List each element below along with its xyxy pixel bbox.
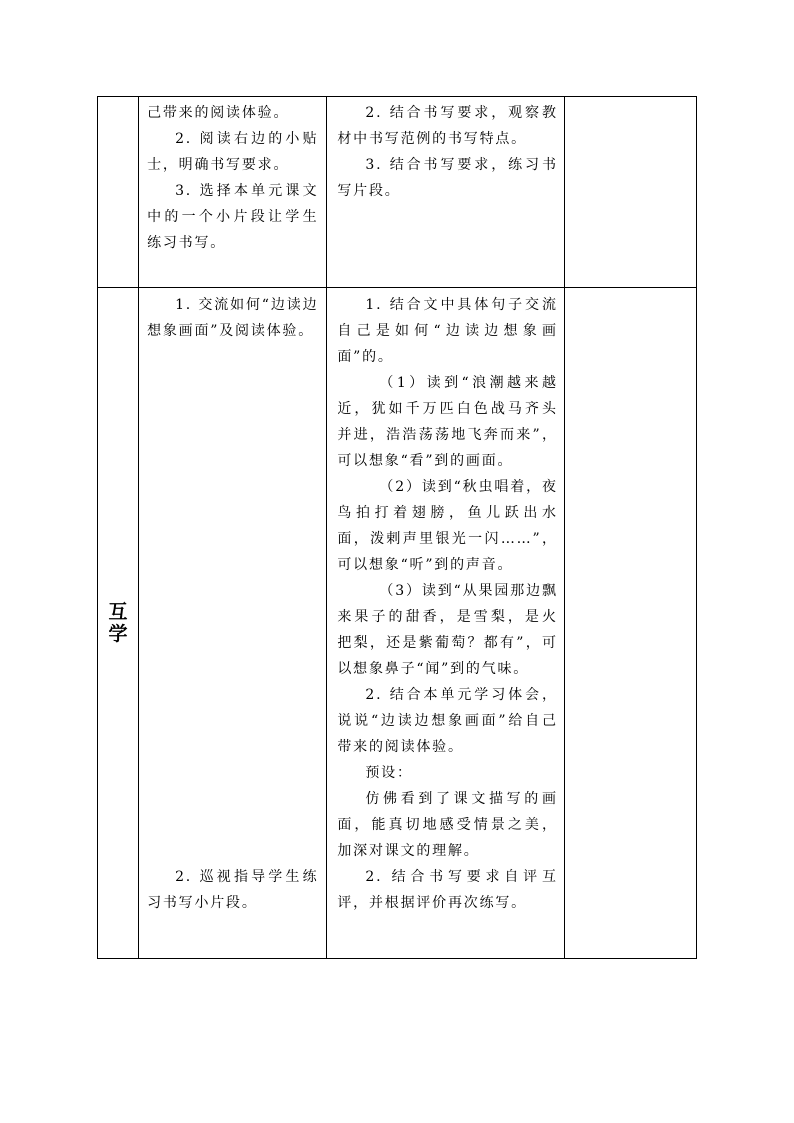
- student-activity-cell: [327, 97, 564, 288]
- teacher-activity-cell: [139, 288, 327, 959]
- teacher-text: 3. 选择本单元课文中的一个小片段让学生练习书写。: [147, 183, 319, 251]
- teacher-text: 2. 阅读右边的小贴士，明确书写要求。: [147, 131, 319, 173]
- table-row: [98, 288, 697, 959]
- student-text: 2. 结合书写要求自评互评，并根据评价再次练写。: [337, 869, 558, 911]
- student-text: 预设：: [365, 765, 413, 781]
- table-row: [98, 97, 697, 288]
- teacher-activity-cell: [139, 97, 327, 288]
- section-label: 互学: [108, 601, 128, 645]
- teacher-text: 1. 交流如何“边读边想象画面”及阅读体验。: [147, 297, 319, 339]
- teacher-text: 2. 巡视指导学生练习书写小片段。: [147, 869, 319, 911]
- lesson-plan-table: [97, 96, 697, 959]
- notes-cell: [564, 288, 696, 959]
- student-text: （1）读到“浪潮越来越近，犹如千万匹白色战马齐头并进，浩浩荡荡地飞奔而来”，可以想象“看”到的画面。: [337, 375, 558, 469]
- student-text: 3. 结合书写要求，练习书写片段。: [337, 157, 558, 199]
- student-text: （3）读到“从果园那边飘来果子的甜香，是雪梨，是火把梨，还是紫葡萄？都有”，可以想象鼻子“闻”到的气味。: [337, 583, 558, 677]
- student-text: 2. 结合本单元学习体会，说说“边读边想象画面”给自己带来的阅读体验。: [337, 687, 558, 755]
- teacher-text: 己带来的阅读体验。: [147, 105, 290, 121]
- notes-cell: [564, 97, 696, 288]
- student-activity-cell: [327, 288, 564, 959]
- student-text: 2. 结合书写要求，观察教材中书写范例的书写特点。: [337, 105, 558, 147]
- student-text: （2）读到“秋虫唱着，夜鸟拍打着翅膀，鱼儿跃出水面，泼剌声里银光一闪……”，可以想象“听”到的声音。: [337, 479, 558, 573]
- student-text: 仿佛看到了课文描写的画面，能真切地感受情景之美，加深对课文的理解。: [337, 791, 558, 859]
- section-label-cell: [98, 288, 139, 959]
- student-text: 1. 结合文中具体句子交流自己是如何“边读边想象画面”的。: [337, 297, 558, 365]
- label-cell-empty: [98, 97, 139, 288]
